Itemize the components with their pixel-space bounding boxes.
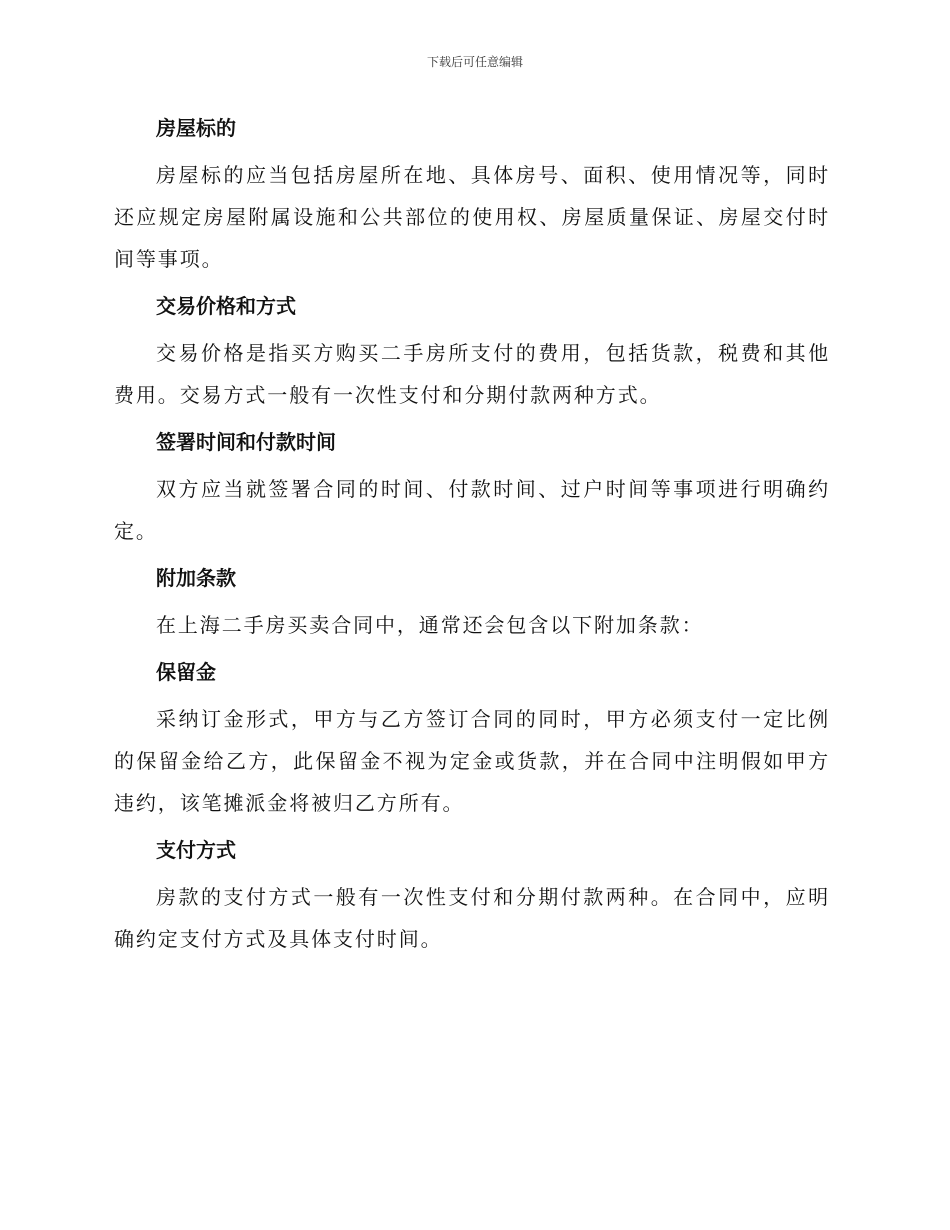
- section-body-retention-money: 采纳订金形式，甲方与乙方签订合同的同时，甲方必须支付一定比例的保留金给乙方，此保留金不视为定金或货款，并在合同中注明假如甲方违约，该笔摊派金将被归乙方所有。: [114, 707, 830, 815]
- section-heading-price: 交易价格和方式: [156, 294, 296, 318]
- section-heading-timing: 签署时间和付款时间: [156, 430, 336, 454]
- page-header: 下载后可任意编辑: [426, 55, 523, 69]
- section-body-payment-method: 房款的支付方式一般有一次性支付和分期付款两种。在合同中，应明确约定支付方式及具体支付时间。: [114, 885, 830, 951]
- section-heading-additional-clauses: 附加条款: [156, 566, 236, 590]
- document-body: [114, 108, 830, 960]
- section-heading-property: 房屋标的: [156, 116, 236, 140]
- section-body-timing: 双方应当就签署合同的时间、付款时间、过户时间等事项进行明确约定。: [114, 477, 830, 543]
- section-body-additional-clauses: 在上海二手房买卖合同中，通常还会包含以下附加条款：: [156, 613, 704, 637]
- section-heading-retention-money: 保留金: [156, 660, 216, 684]
- section-body-property: 房屋标的应当包括房屋所在地、具体房号、面积、使用情况等，同时还应规定房屋附属设施和公共部位的使用权、房屋质量保证、房屋交付时间等事项。: [114, 163, 830, 271]
- section-heading-payment-method: 支付方式: [156, 838, 236, 862]
- section-body-price: 交易价格是指买方购买二手房所支付的费用，包括货款，税费和其他费用。交易方式一般有一次性支付和分期付款两种方式。: [114, 341, 830, 407]
